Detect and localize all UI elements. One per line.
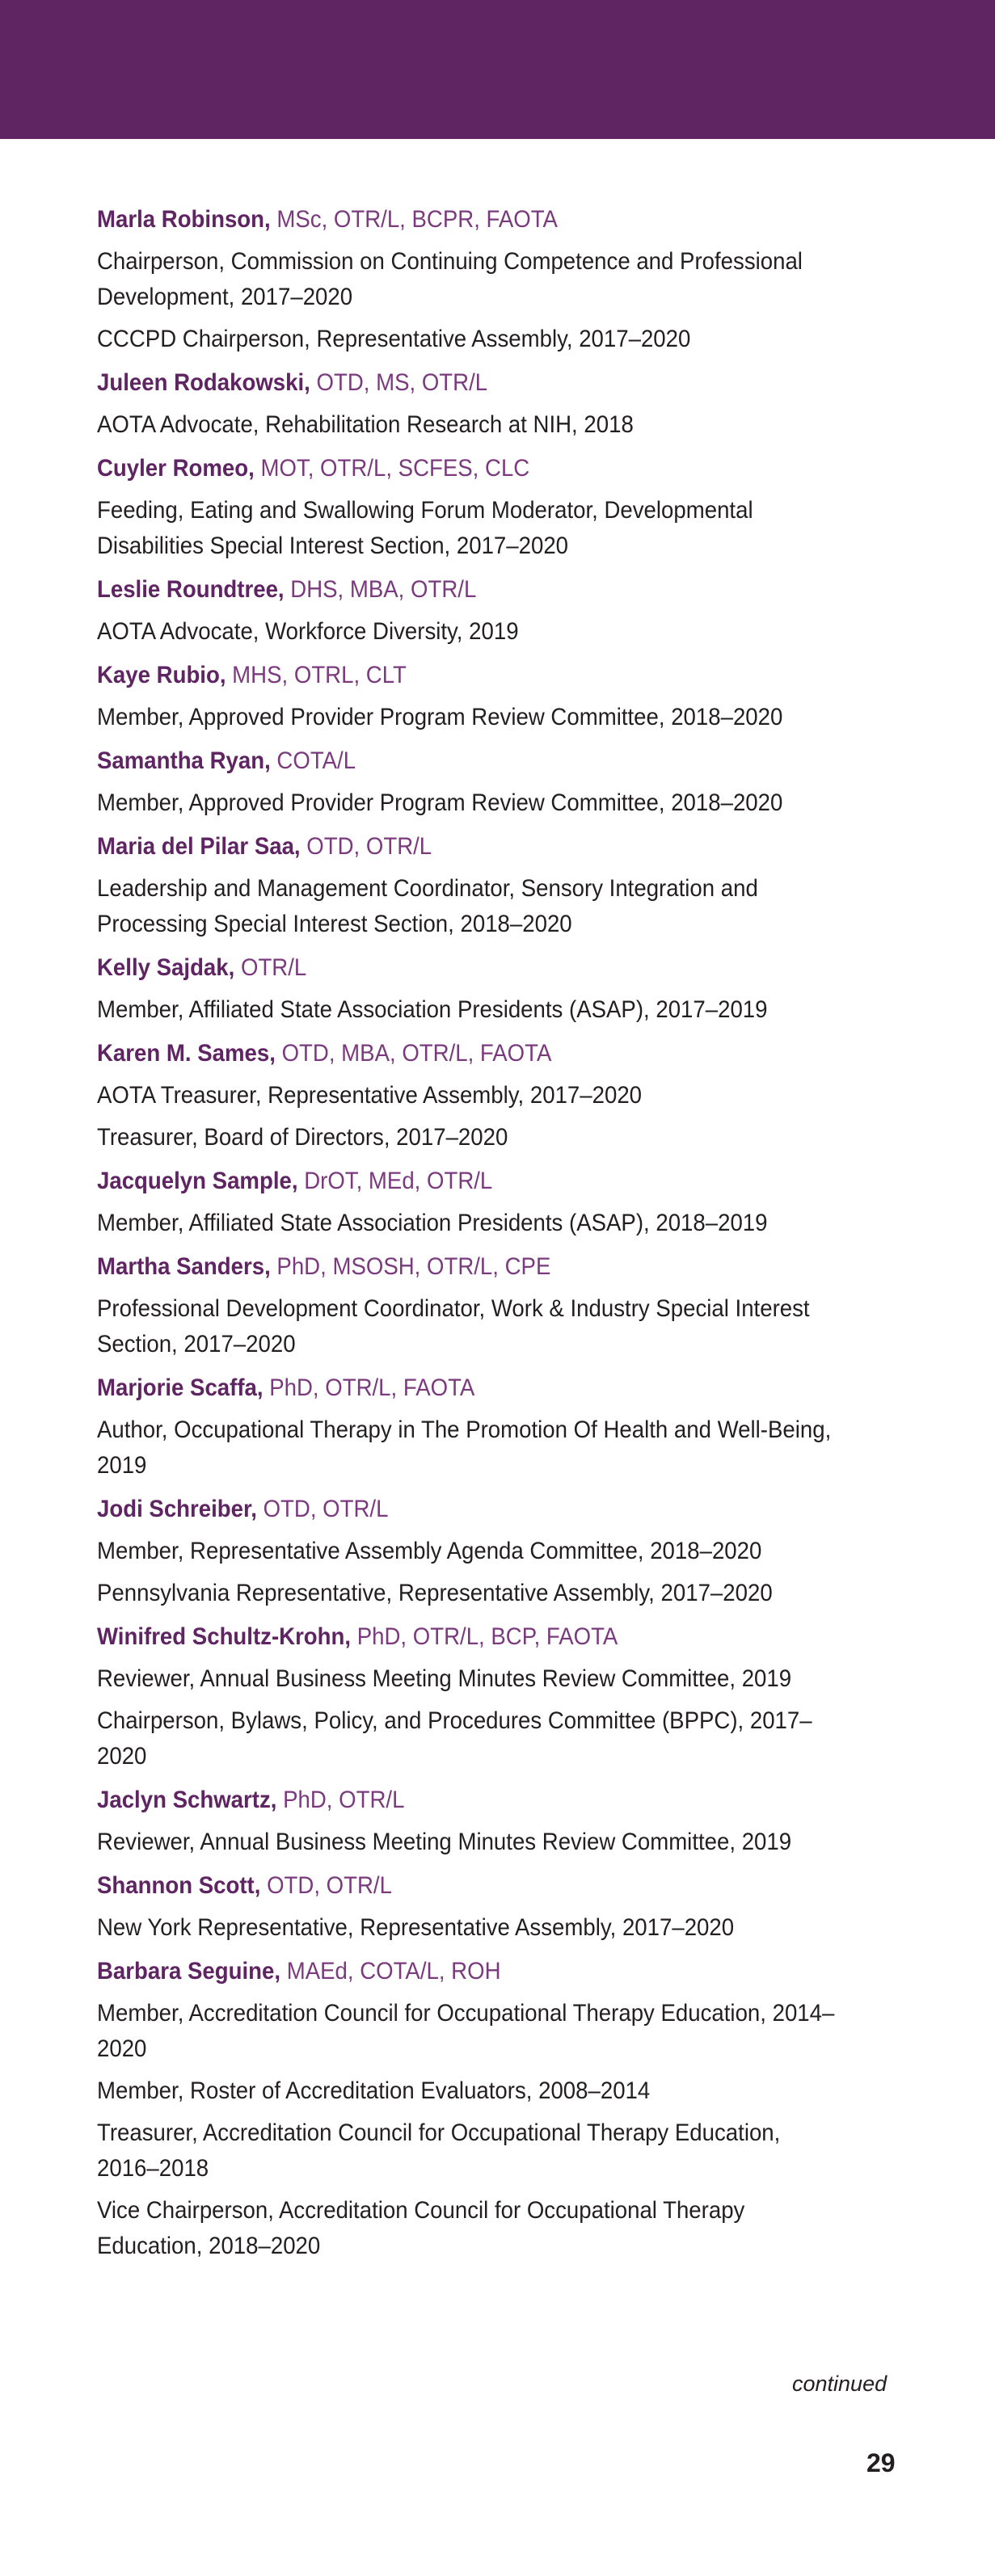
person-name: Marla Robinson,	[97, 206, 271, 233]
role-line: Member, Approved Provider Program Review Committee, 2018–2020	[97, 789, 783, 816]
entry-heading	[97, 743, 848, 779]
volunteer-entry	[97, 1164, 848, 1241]
person-credentials: OTR/L	[240, 954, 307, 981]
role-line: Leadership and Management Coordinator, Sensory Integration and Processing Special Interest Section, 2018–2020	[97, 875, 758, 937]
volunteer-entry	[97, 1370, 848, 1484]
entry-heading	[97, 1783, 848, 1818]
entry-heading	[97, 658, 848, 693]
person-credentials: MOT, OTR/L, SCFES, CLC	[260, 455, 530, 482]
role-line: Chairperson, Commission on Continuing Competence and Professional Development, 2017–2020	[97, 248, 803, 310]
person-name: Kaye Rubio,	[97, 662, 226, 688]
person-credentials: OTD, MBA, OTR/L, FAOTA	[281, 1040, 552, 1067]
entry-heading	[97, 451, 848, 486]
volunteer-entry	[97, 658, 848, 735]
person-credentials: PhD, OTR/L	[283, 1787, 405, 1813]
volunteer-entry	[97, 1619, 848, 1774]
role-line: AOTA Advocate, Rehabilitation Research at NIH, 2018	[97, 411, 634, 438]
role-line: Reviewer, Annual Business Meeting Minutes Review Committee, 2019	[97, 1829, 792, 1855]
person-credentials: PhD, OTR/L, BCP, FAOTA	[356, 1623, 618, 1650]
person-credentials: DHS, MBA, OTR/L	[290, 576, 477, 603]
volunteer-entry	[97, 202, 848, 357]
volunteer-entry	[97, 743, 848, 821]
role-line: Professional Development Coordinator, Work & Industry Special Interest Section, 2017–2020	[97, 1295, 810, 1357]
person-credentials: DrOT, MEd, OTR/L	[304, 1168, 493, 1194]
person-credentials: OTD, OTR/L	[263, 1496, 389, 1522]
volunteer-entry	[97, 1783, 848, 1860]
role-line: CCCPD Chairperson, Representative Assembly, 2017–2020	[97, 326, 691, 352]
person-name: Martha Sanders,	[97, 1253, 271, 1280]
person-name: Leslie Roundtree,	[97, 576, 285, 603]
volunteer-entry	[97, 1954, 848, 2264]
role-line: Chairperson, Bylaws, Policy, and Procedures Committee (BPPC), 2017–2020	[97, 1707, 812, 1770]
person-name: Marjorie Scaffa,	[97, 1374, 264, 1401]
role-line: Treasurer, Accreditation Council for Occupational Therapy Education, 2016–2018	[97, 2119, 781, 2182]
entry-heading	[97, 202, 848, 238]
role-line: Author, Occupational Therapy in The Promotion Of Health and Well-Being, 2019	[97, 1416, 832, 1479]
continued-note: continued	[792, 2372, 887, 2396]
entry-heading	[97, 1164, 848, 1199]
entry-heading	[97, 950, 848, 986]
volunteer-list	[97, 202, 848, 2272]
volunteer-entry	[97, 1036, 848, 1155]
entry-heading	[97, 829, 848, 865]
entry-heading	[97, 365, 848, 401]
role-line: Member, Roster of Accreditation Evaluators, 2008–2014	[97, 2077, 651, 2104]
entry-heading	[97, 1249, 848, 1285]
volunteer-entry	[97, 451, 848, 564]
role-line: Feeding, Eating and Swallowing Forum Moderator, Developmental Disabilities Special Interest Section, 2017–2020	[97, 497, 753, 559]
role-line: Member, Affiliated State Association Presidents (ASAP), 2018–2019	[97, 1210, 768, 1236]
entry-heading	[97, 1492, 848, 1527]
entry-heading	[97, 1868, 848, 1904]
header-band	[0, 0, 995, 139]
person-name: Cuyler Romeo,	[97, 455, 255, 482]
role-line: Treasurer, Board of Directors, 2017–2020	[97, 1124, 508, 1151]
person-name: Jacquelyn Sample,	[97, 1168, 298, 1194]
page-number: 29	[866, 2448, 896, 2477]
volunteer-entry	[97, 1868, 848, 1946]
person-name: Jaclyn Schwartz,	[97, 1787, 277, 1813]
person-credentials: MSc, OTR/L, BCPR, FAOTA	[276, 206, 558, 233]
volunteer-entry	[97, 572, 848, 650]
person-credentials: OTD, MS, OTR/L	[316, 369, 488, 396]
role-line: Member, Approved Provider Program Review Committee, 2018–2020	[97, 704, 783, 730]
person-name: Maria del Pilar Saa,	[97, 833, 301, 860]
role-line: Pennsylvania Representative, Representative Assembly, 2017–2020	[97, 1580, 773, 1606]
role-line: Member, Representative Assembly Agenda Committee, 2018–2020	[97, 1538, 762, 1564]
person-credentials: OTD, OTR/L	[267, 1872, 392, 1899]
person-credentials: PhD, MSOSH, OTR/L, CPE	[276, 1253, 551, 1280]
role-line: Member, Affiliated State Association Presidents (ASAP), 2017–2019	[97, 996, 768, 1023]
person-name: Shannon Scott,	[97, 1872, 261, 1899]
volunteer-entry	[97, 1492, 848, 1611]
role-line: New York Representative, Representative Assembly, 2017–2020	[97, 1914, 735, 1941]
volunteer-entry	[97, 365, 848, 443]
person-name: Winifred Schultz-Krohn,	[97, 1623, 352, 1650]
person-name: Juleen Rodakowski,	[97, 369, 310, 396]
person-name: Barbara Seguine,	[97, 1958, 281, 1985]
role-line: AOTA Advocate, Workforce Diversity, 2019	[97, 618, 519, 645]
entry-heading	[97, 1036, 848, 1071]
person-credentials: MAEd, COTA/L, ROH	[286, 1958, 501, 1985]
person-name: Kelly Sajdak,	[97, 954, 235, 981]
entry-heading	[97, 1619, 848, 1655]
person-name: Karen M. Sames,	[97, 1040, 276, 1067]
volunteer-entry	[97, 829, 848, 942]
person-credentials: MHS, OTRL, CLT	[232, 662, 407, 688]
volunteer-entry	[97, 1249, 848, 1362]
person-credentials: PhD, OTR/L, FAOTA	[269, 1374, 475, 1401]
person-credentials: COTA/L	[276, 747, 356, 774]
person-credentials: OTD, OTR/L	[306, 833, 432, 860]
entry-heading	[97, 1954, 848, 1989]
person-name: Jodi Schreiber,	[97, 1496, 257, 1522]
volunteer-entry	[97, 950, 848, 1028]
person-name: Samantha Ryan,	[97, 747, 271, 774]
role-line: Reviewer, Annual Business Meeting Minutes Review Committee, 2019	[97, 1665, 792, 1692]
role-line: AOTA Treasurer, Representative Assembly, 2017–2020	[97, 1082, 643, 1109]
entry-heading	[97, 572, 848, 608]
entry-heading	[97, 1370, 848, 1406]
role-line: Member, Accreditation Council for Occupational Therapy Education, 2014–2020	[97, 2000, 835, 2062]
role-line: Vice Chairperson, Accreditation Council for Occupational Therapy Education, 2018–2020	[97, 2197, 745, 2259]
